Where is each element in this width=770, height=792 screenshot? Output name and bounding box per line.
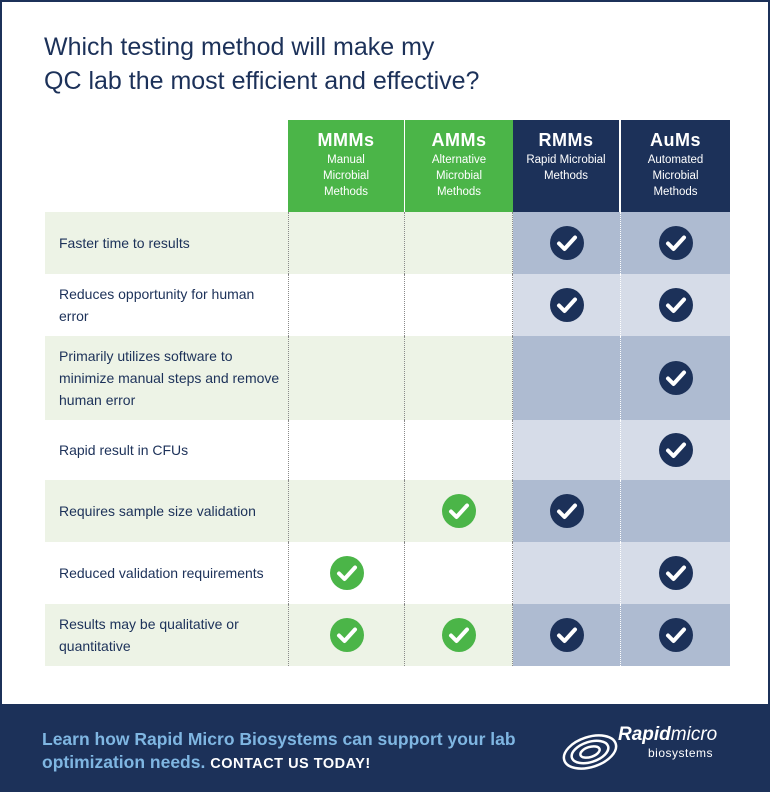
table-row bbox=[45, 336, 730, 420]
table-row bbox=[45, 274, 730, 336]
cell-amms bbox=[404, 274, 513, 336]
column-abbr: RMMs bbox=[538, 130, 594, 150]
cell-amms bbox=[404, 480, 513, 542]
cell-mmms bbox=[288, 336, 404, 420]
footer-banner bbox=[0, 706, 770, 792]
cell-amms bbox=[404, 212, 513, 274]
cell-mmms bbox=[288, 212, 404, 274]
check-circle-icon bbox=[329, 617, 365, 653]
check-circle-icon bbox=[549, 287, 585, 323]
column-header-aums bbox=[621, 120, 730, 212]
contact-us-link[interactable]: CONTACT US TODAY! bbox=[210, 756, 371, 772]
check-circle-icon bbox=[441, 493, 477, 529]
column-header-mmms bbox=[288, 120, 404, 212]
cell-amms bbox=[404, 542, 513, 604]
row-label: Rapid result in CFUs bbox=[45, 420, 288, 480]
check-circle-icon bbox=[329, 555, 365, 591]
logo-subtitle: biosystems bbox=[648, 746, 714, 760]
column-full-name: Manual Microbial Methods bbox=[322, 154, 369, 198]
cell-rmms bbox=[513, 420, 620, 480]
column-header-amms bbox=[405, 120, 513, 212]
cell-amms bbox=[404, 336, 513, 420]
logo-wordmark bbox=[618, 724, 717, 746]
cell-rmms bbox=[513, 212, 620, 274]
footer-message: Learn how Rapid Micro Biosystems can support your lab optimization needs. bbox=[42, 729, 516, 772]
column-header-rmms bbox=[513, 120, 619, 212]
check-circle-icon bbox=[549, 225, 585, 261]
cell-aums bbox=[620, 604, 730, 666]
cell-rmms bbox=[513, 542, 620, 604]
cell-mmms bbox=[288, 542, 404, 604]
title-line-1: Which testing method will make my bbox=[44, 33, 435, 61]
cell-mmms bbox=[288, 480, 404, 542]
cell-mmms bbox=[288, 604, 404, 666]
cell-aums bbox=[620, 212, 730, 274]
column-abbr: AuMs bbox=[650, 130, 701, 150]
check-circle-icon bbox=[658, 287, 694, 323]
table-row bbox=[45, 604, 730, 666]
cell-mmms bbox=[288, 274, 404, 336]
row-label: Results may be qualitative or quantitative bbox=[45, 604, 288, 666]
column-full-name: Rapid Microbial Methods bbox=[526, 154, 606, 182]
table-row bbox=[45, 420, 730, 480]
cell-amms bbox=[404, 420, 513, 480]
title-line-2: QC lab the most efficient and effective? bbox=[44, 67, 480, 95]
table-row bbox=[45, 480, 730, 542]
column-abbr: AMMs bbox=[431, 130, 487, 150]
check-circle-icon bbox=[658, 617, 694, 653]
comparison-table bbox=[45, 120, 730, 668]
swirl-logo-icon bbox=[560, 728, 622, 772]
cell-aums bbox=[620, 274, 730, 336]
column-full-name: Automated Microbial Methods bbox=[647, 154, 704, 198]
page-title bbox=[44, 30, 644, 98]
row-label: Requires sample size validation bbox=[45, 480, 288, 542]
cell-aums bbox=[620, 542, 730, 604]
column-abbr: MMMs bbox=[317, 130, 375, 150]
cell-mmms bbox=[288, 420, 404, 480]
table-row bbox=[45, 542, 730, 604]
row-label: Reduced validation requirements bbox=[45, 542, 288, 604]
company-logo bbox=[560, 724, 740, 774]
cell-rmms bbox=[513, 480, 620, 542]
row-label: Primarily utilizes software to minimize manual steps and remove human error bbox=[45, 336, 288, 420]
cell-aums bbox=[620, 420, 730, 480]
row-label: Faster time to results bbox=[45, 212, 288, 274]
cell-aums bbox=[620, 480, 730, 542]
logo-word-light: micro bbox=[670, 724, 718, 745]
cell-rmms bbox=[513, 604, 620, 666]
cell-rmms bbox=[513, 336, 620, 420]
footer-text bbox=[42, 728, 522, 776]
cell-rmms bbox=[513, 274, 620, 336]
logo-word-bold: Rapid bbox=[618, 724, 671, 745]
row-label: Reduces opportunity for human error bbox=[45, 274, 288, 336]
cell-amms bbox=[404, 604, 513, 666]
check-circle-icon bbox=[549, 493, 585, 529]
check-circle-icon bbox=[658, 360, 694, 396]
check-circle-icon bbox=[658, 555, 694, 591]
column-full-name: Alternative Microbial Methods bbox=[431, 154, 487, 198]
check-circle-icon bbox=[658, 432, 694, 468]
check-circle-icon bbox=[441, 617, 477, 653]
check-circle-icon bbox=[549, 617, 585, 653]
table-row bbox=[45, 212, 730, 274]
check-circle-icon bbox=[658, 225, 694, 261]
cell-aums bbox=[620, 336, 730, 420]
